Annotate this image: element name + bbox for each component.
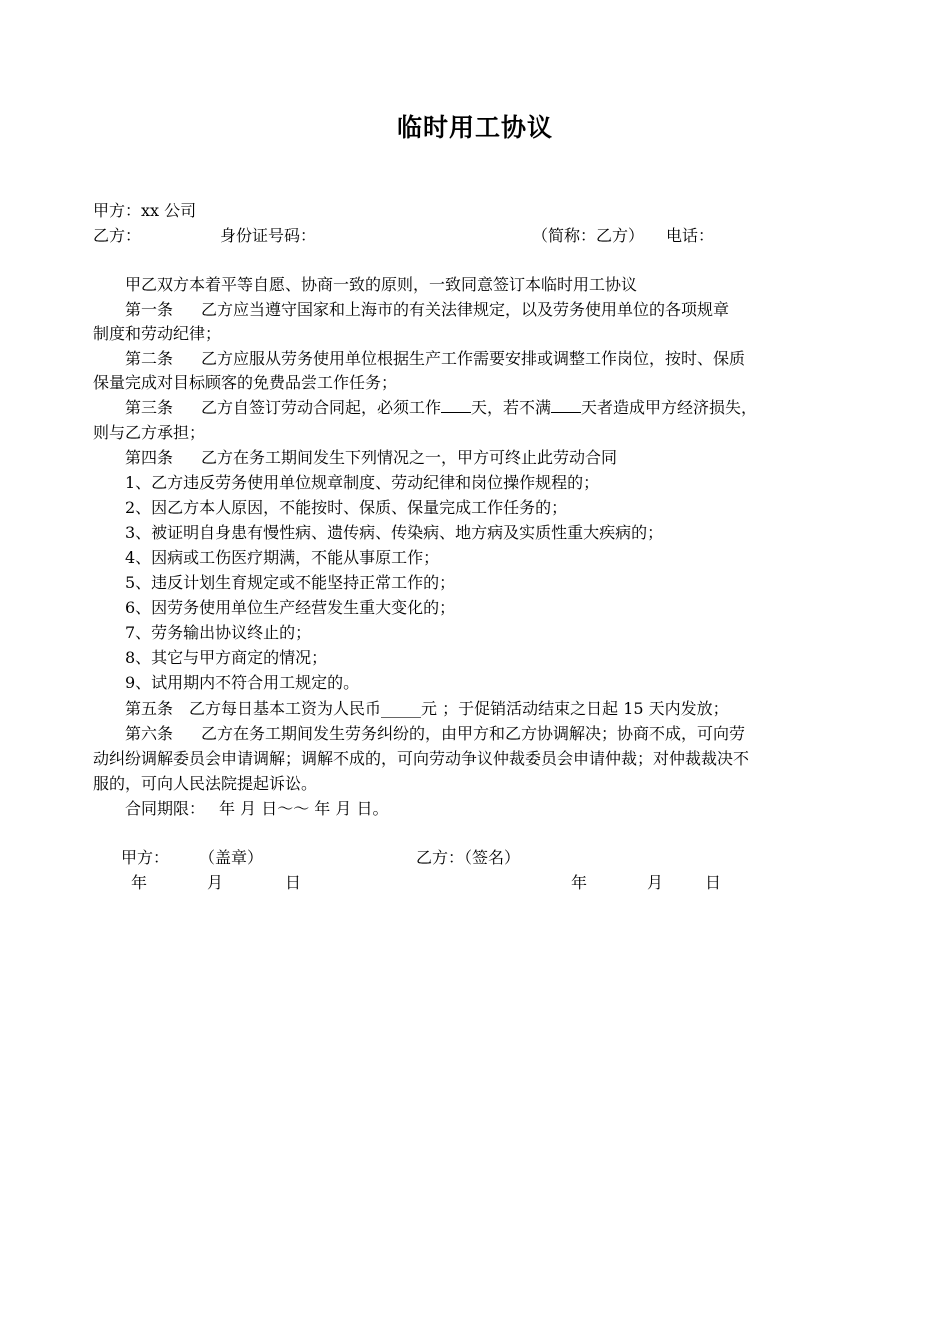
party-a-sign-label: 甲方： bbox=[121, 848, 170, 867]
contract-term-dates: 年 月 日～～ 年 月 日。 bbox=[219, 799, 389, 818]
list-item: 8、其它与甲方商定的情况； bbox=[125, 648, 328, 667]
article-3-text-b: 天，若不满 bbox=[471, 398, 552, 417]
party-a-month: 月 bbox=[207, 873, 224, 892]
list-item: 7、劳务输出协议终止的； bbox=[125, 623, 312, 642]
article-6 bbox=[125, 722, 745, 746]
party-b-label: 乙方： bbox=[93, 226, 142, 245]
min-days-blank bbox=[551, 396, 581, 413]
article-3-text-a: 乙方自签订劳动合同起，必须工作 bbox=[201, 398, 442, 417]
party-b-month: 月 bbox=[647, 873, 664, 892]
contract-term bbox=[125, 797, 388, 821]
article-4-text: 乙方在务工期间发生下列情况之一，甲方可终止此劳动合同 bbox=[201, 448, 618, 467]
party-b-day: 日 bbox=[705, 873, 722, 892]
article-3-continued: 则与乙方承担； bbox=[93, 423, 206, 442]
intro-paragraph: 甲乙双方本着平等自愿、协商一致的原则，一致同意签订本临时用工协议 bbox=[125, 275, 638, 294]
article-4 bbox=[125, 446, 617, 470]
article-5 bbox=[125, 697, 729, 721]
party-b-year: 年 bbox=[571, 873, 588, 892]
party-a-seal: （盖章） bbox=[199, 848, 264, 867]
article-1-text: 乙方应当遵守国家和上海市的有关法律规定，以及劳务使用单位的各项规章 bbox=[201, 300, 730, 319]
page-title: 临时用工协议 bbox=[396, 113, 553, 142]
article-2 bbox=[125, 347, 745, 371]
article-3 bbox=[125, 396, 757, 420]
article-2-text: 乙方应服从劳务使用单位根据生产工作需要安排或调整工作岗位，按时、保质 bbox=[201, 349, 746, 368]
list-item: 4、因病或工伤医疗期满，不能从事原工作； bbox=[125, 548, 440, 567]
article-6-number: 第六条 bbox=[125, 724, 174, 743]
party-b-alias: （简称：乙方） bbox=[532, 226, 645, 245]
list-item: 1、乙方违反劳务使用单位规章制度、劳动纪律和岗位操作规程的； bbox=[125, 473, 600, 492]
work-days-blank bbox=[441, 396, 471, 413]
party-a-day: 日 bbox=[285, 873, 302, 892]
party-b-sign-label: 乙方：（签名） bbox=[416, 848, 521, 867]
article-4-number: 第四条 bbox=[125, 448, 174, 467]
list-item: 9、试用期内不符合用工规定的。 bbox=[125, 673, 360, 692]
party-a-line: 甲方：xx 公司 bbox=[93, 201, 197, 220]
article-1-number: 第一条 bbox=[125, 300, 174, 319]
list-item: 6、因劳务使用单位生产经营发生重大变化的； bbox=[125, 598, 456, 617]
list-item: 2、因乙方本人原因，不能按时、保质、保量完成工作任务的； bbox=[125, 498, 568, 517]
id-number-label: 身份证号码： bbox=[220, 226, 317, 245]
article-3-text-c: 天者造成甲方经济损失， bbox=[581, 398, 758, 417]
list-item: 3、被证明自身患有慢性病、遗传病、传染病、地方病及实质性重大疾病的； bbox=[125, 523, 664, 542]
article-6-continued: 动纠纷调解委员会申请调解；调解不成的，可向劳动争议仲裁委员会申请仲裁；对仲裁裁决不 bbox=[93, 749, 750, 768]
article-1 bbox=[125, 298, 729, 322]
article-1-continued: 制度和劳动纪律； bbox=[93, 324, 222, 343]
article-3-number: 第三条 bbox=[125, 398, 174, 417]
article-5-text-a: 乙方每日基本工资为人民币 bbox=[189, 699, 382, 718]
list-item: 5、违反计划生育规定或不能坚持正常工作的； bbox=[125, 573, 456, 592]
party-a-year: 年 bbox=[131, 873, 148, 892]
article-2-number: 第二条 bbox=[125, 349, 174, 368]
article-6-text: 乙方在务工期间发生劳务纠纷的，由甲方和乙方协调解决；协商不成，可向劳 bbox=[201, 724, 746, 743]
article-6-continued: 服的，可向人民法院提起诉讼。 bbox=[93, 774, 318, 793]
article-2-continued: 保量完成对目标顾客的免费品尝工作任务； bbox=[93, 373, 398, 392]
contract-term-label: 合同期限： bbox=[125, 799, 206, 818]
phone-label: 电话： bbox=[666, 226, 715, 245]
article-5-number: 第五条 bbox=[125, 699, 174, 718]
wage-blank: _____ bbox=[381, 699, 422, 718]
article-5-text-b: 元 ；于促销活动结束之日起 15 天内发放； bbox=[421, 699, 729, 718]
